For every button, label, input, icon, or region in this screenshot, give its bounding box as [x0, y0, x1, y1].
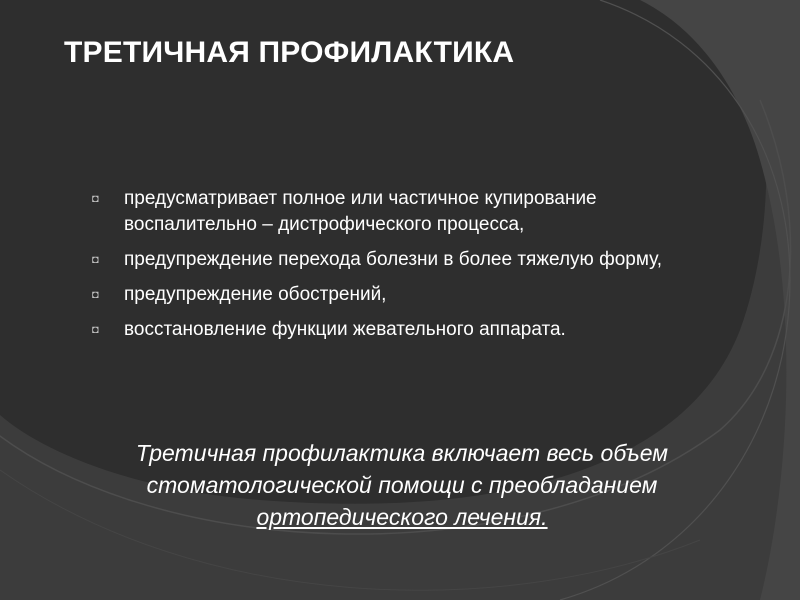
- slide-title: ТРЕТИЧНАЯ ПРОФИЛАКТИКА: [64, 36, 515, 69]
- bullet-icon: ◘: [92, 254, 99, 266]
- bullet-text: предупреждение обострений,: [124, 284, 387, 305]
- summary-plain-text: Третичная профилактика включает весь объем стоматологической помощи с преобладанием: [135, 440, 669, 498]
- list-item: [92, 282, 692, 308]
- summary-underlined-text: ортопедического лечения.: [256, 504, 548, 530]
- bullet-text: предупреждение перехода болезни в более тяжелую форму,: [124, 249, 662, 270]
- bullet-icon: ◘: [92, 193, 99, 205]
- list-item: [92, 247, 692, 273]
- bullet-icon: ◘: [92, 324, 99, 336]
- bullet-list: [92, 186, 692, 352]
- summary-text: [80, 437, 724, 533]
- list-item: [92, 317, 692, 343]
- bullet-text: восстановление функции жевательного аппарата.: [124, 319, 566, 340]
- list-item: [92, 186, 692, 238]
- bullet-text: предусматривает полное или частичное купирование воспалительно – дистрофического процесса,: [124, 188, 597, 235]
- bullet-icon: ◘: [92, 289, 99, 301]
